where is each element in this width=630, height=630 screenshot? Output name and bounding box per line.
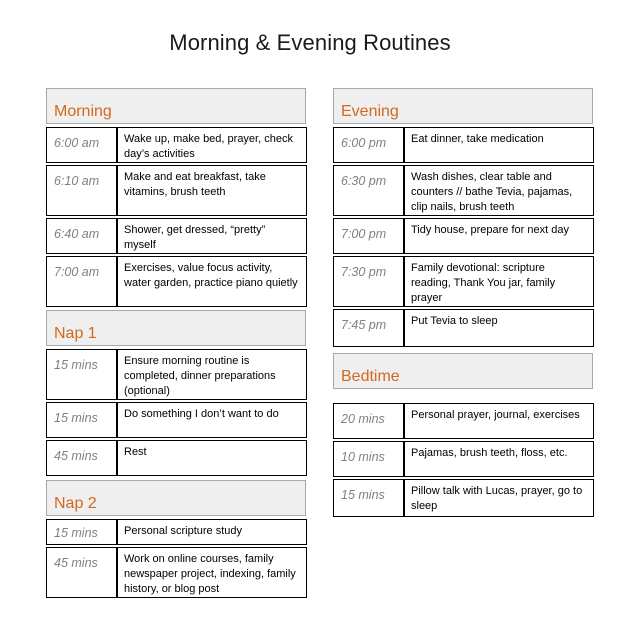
activity-text: Work on online courses, family newspaper project, indexing, family history, or blog post	[124, 553, 296, 595]
activity-text: Shower, get dressed, “pretty” myself	[124, 224, 266, 251]
time-label: 7:30 pm	[341, 265, 387, 279]
time-cell	[46, 519, 117, 545]
time-label: 6:40 am	[54, 227, 100, 241]
time-cell	[46, 440, 117, 476]
section-label-evening: Evening	[341, 103, 399, 120]
time-label: 6:00 am	[54, 136, 100, 150]
activity-text: Personal prayer, journal, exercises	[411, 409, 580, 421]
activity-cell	[404, 309, 594, 347]
section-header-nap-2	[46, 480, 306, 516]
section-label-nap-1: Nap 1	[54, 325, 97, 342]
activity-text: Wake up, make bed, prayer, check day’s activities	[124, 133, 293, 160]
activity-text: Eat dinner, take medication	[411, 133, 544, 145]
activity-text: Exercises, value focus activity, water garden, practice piano quietly	[124, 262, 298, 289]
time-label: 15 mins	[54, 526, 98, 540]
activity-cell	[404, 479, 594, 517]
time-label: 7:00 pm	[341, 227, 387, 241]
time-cell	[46, 256, 117, 307]
section-header-morning	[46, 88, 306, 124]
time-cell	[46, 547, 117, 598]
time-label: 15 mins	[341, 488, 385, 502]
time-cell	[333, 127, 404, 163]
time-cell	[333, 256, 404, 307]
section-label-nap-2: Nap 2	[54, 495, 97, 512]
section-header-nap-1	[46, 310, 306, 346]
time-cell	[46, 127, 117, 163]
time-cell	[46, 218, 117, 254]
activity-cell	[404, 403, 594, 439]
time-label: 45 mins	[54, 556, 98, 570]
activity-cell	[117, 127, 307, 163]
activity-text: Pillow talk with Lucas, prayer, go to sleep	[411, 485, 583, 512]
time-label: 7:00 am	[54, 265, 100, 279]
activity-cell	[404, 127, 594, 163]
time-cell	[333, 165, 404, 216]
activity-text: Make and eat breakfast, take vitamins, brush teeth	[124, 171, 266, 198]
time-label: 15 mins	[54, 358, 98, 372]
time-label: 6:30 pm	[341, 174, 387, 188]
activity-cell	[117, 349, 307, 400]
time-label: 6:10 am	[54, 174, 100, 188]
section-header-evening	[333, 88, 593, 124]
activity-text: Tidy house, prepare for next day	[411, 224, 569, 236]
time-label: 20 mins	[341, 412, 385, 426]
time-cell	[333, 479, 404, 517]
activity-cell	[117, 547, 307, 598]
time-label: 7:45 pm	[341, 318, 387, 332]
activity-text: Wash dishes, clear table and counters // bathe Tevia, pajamas, clip nails, brush teeth	[411, 171, 573, 213]
section-header-bedtime	[333, 353, 593, 389]
activity-cell	[117, 218, 307, 254]
activity-cell	[117, 440, 307, 476]
time-cell	[333, 403, 404, 439]
page-title: Morning & Evening Routines	[169, 30, 451, 55]
activity-cell	[117, 519, 307, 545]
time-cell	[333, 309, 404, 347]
time-label: 45 mins	[54, 449, 98, 463]
activity-cell	[117, 402, 307, 438]
time-cell	[46, 402, 117, 438]
activity-cell	[117, 256, 307, 307]
activity-cell	[404, 165, 594, 216]
time-cell	[333, 218, 404, 254]
activity-text: Do something I don’t want to do	[124, 408, 279, 420]
activity-text: Family devotional: scripture reading, Thank You jar, family prayer	[411, 262, 556, 304]
activity-text: Ensure morning routine is completed, dinner preparations (optional)	[124, 355, 276, 397]
activity-text: Put Tevia to sleep	[411, 315, 498, 327]
activity-cell	[404, 218, 594, 254]
time-cell	[46, 349, 117, 400]
activity-cell	[117, 165, 307, 216]
activity-text: Personal scripture study	[124, 525, 242, 537]
activity-cell	[404, 256, 594, 307]
activity-text: Rest	[124, 446, 147, 458]
section-label-bedtime: Bedtime	[341, 368, 400, 385]
activity-text: Pajamas, brush teeth, floss, etc.	[411, 447, 568, 459]
time-cell	[333, 441, 404, 477]
section-label-morning: Morning	[54, 103, 112, 120]
time-label: 15 mins	[54, 411, 98, 425]
time-cell	[46, 165, 117, 216]
time-label: 10 mins	[341, 450, 385, 464]
time-label: 6:00 pm	[341, 136, 387, 150]
activity-cell	[404, 441, 594, 477]
